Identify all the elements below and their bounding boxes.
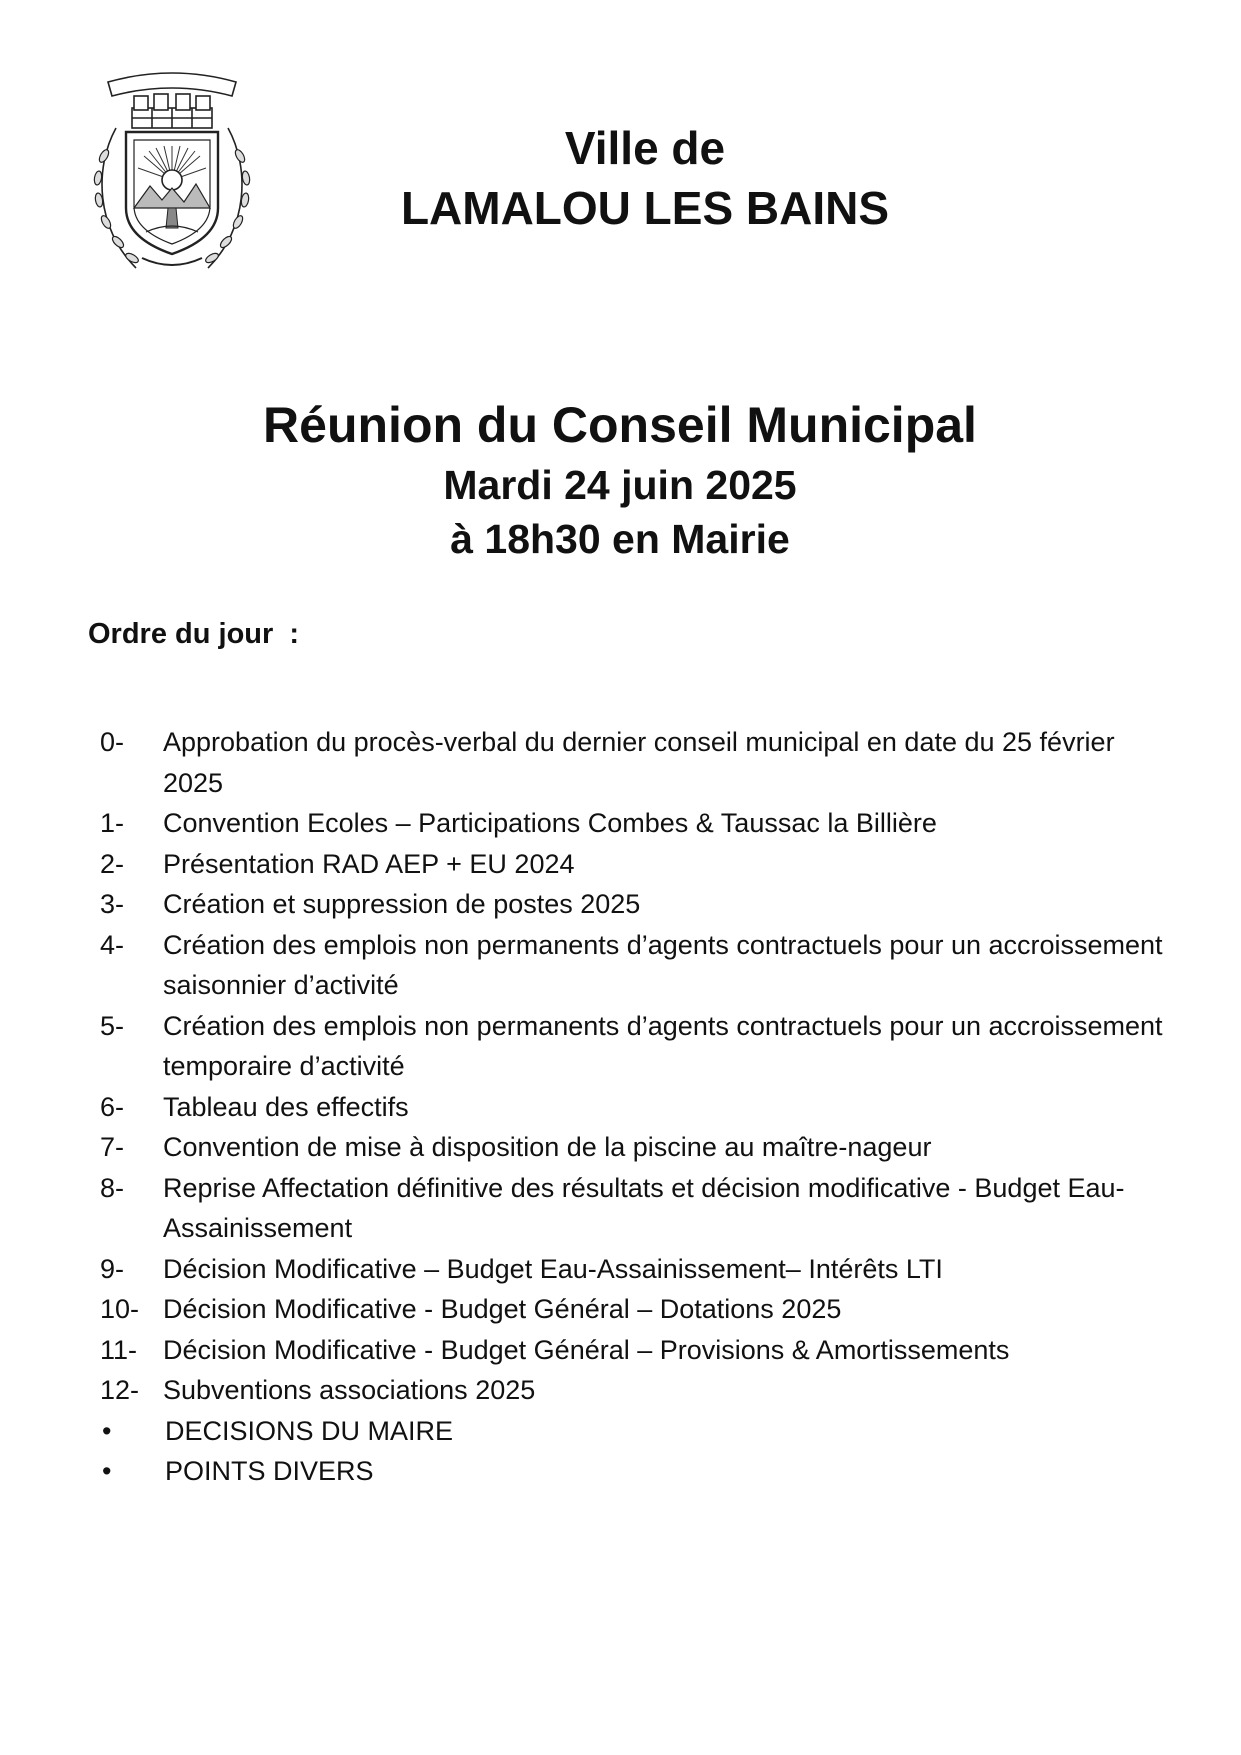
city-crest-icon [86,68,258,280]
meeting-info [120,392,1120,566]
bullet-icon: • [102,1456,112,1486]
agenda-item-9 [100,1249,1180,1290]
agenda-item-number: 0- [100,727,125,757]
city-name [360,118,930,238]
agenda-item-decisions [100,1411,1180,1452]
agenda-item-3 [100,884,1180,925]
agenda-item-6 [100,1087,1180,1128]
agenda-item-number: 11- [100,1334,138,1365]
agenda-item-text: Création des emplois non permanents d’agents contractuels pour un accroissement temporaire d’activité [163,1010,1163,1081]
agenda-item-text: Reprise Affectation définitive des résultats et décision modificative - Budget Eau-Assainissement [163,1172,1125,1243]
agenda-item-number: 2- [100,848,125,879]
agenda-item-number: 4- [100,929,125,960]
agenda-item-text: POINTS DIVERS [165,1456,374,1486]
agenda-item-text: Création et suppression de postes 2025 [163,889,641,919]
agenda-item-number: 7- [100,1132,125,1162]
meeting-time-place: à 18h30 en Mairie [450,516,790,562]
agenda-item-number: 6- [100,1091,125,1122]
agenda-item-number: 3- [100,889,125,919]
agenda-item-text: Convention Ecoles – Participations Combes & Taussac la Billière [163,808,937,838]
agenda-item-text: Subventions associations 2025 [163,1375,536,1405]
agenda-item-11 [100,1330,1180,1371]
agenda-item-7 [100,1127,1180,1168]
agenda-item-number: 10- [100,1294,140,1324]
agenda-item-2 [100,844,1180,885]
agenda-item-text: Approbation du procès-verbal du dernier conseil municipal en date du 25 février 2025 [163,727,1115,798]
agenda-item-0 [100,722,1180,803]
meeting-date: Mardi 24 juin 2025 [443,462,797,508]
agenda-item-number: 12- [100,1375,140,1405]
agenda-item-8 [100,1168,1180,1249]
meeting-title: Réunion du Conseil Municipal [263,397,977,453]
agenda-list [100,722,1180,1492]
agenda-item-text: Présentation RAD AEP + EU 2024 [163,848,575,879]
agenda-item-text: Tableau des effectifs [163,1091,409,1122]
agenda-item-number: 8- [100,1172,125,1203]
city-prefix: Ville de [564,122,726,174]
agenda-item-number: 5- [100,1010,125,1041]
agenda-item-text: Convention de mise à disposition de la piscine au maître-nageur [163,1132,932,1162]
agenda-item-5 [100,1006,1180,1087]
agenda-item-1 [100,803,1180,844]
agenda-item-text: Décision Modificative - Budget Général – Provisions & Amortissements [163,1334,1010,1365]
agenda-item-4 [100,925,1180,1006]
agenda-item-10 [100,1289,1180,1330]
agenda-item-divers [100,1451,1180,1492]
agenda-heading: Ordre du jour : [88,618,300,650]
agenda-item-text: DECISIONS DU MAIRE [165,1415,454,1446]
agenda-item-number: 9- [100,1253,125,1284]
agenda-item-12 [100,1370,1180,1411]
bullet-icon: • [102,1415,112,1446]
agenda-item-text: Décision Modificative - Budget Général – Dotations 2025 [163,1294,842,1324]
agenda-item-text: Création des emplois non permanents d’agents contractuels pour un accroissement saisonnier d’activité [163,929,1163,1000]
agenda-item-number: 1- [100,808,125,838]
agenda-item-text: Décision Modificative – Budget Eau-Assainissement– Intérêts LTI [163,1253,943,1284]
city-title: LAMALOU LES BAINS [400,182,890,234]
